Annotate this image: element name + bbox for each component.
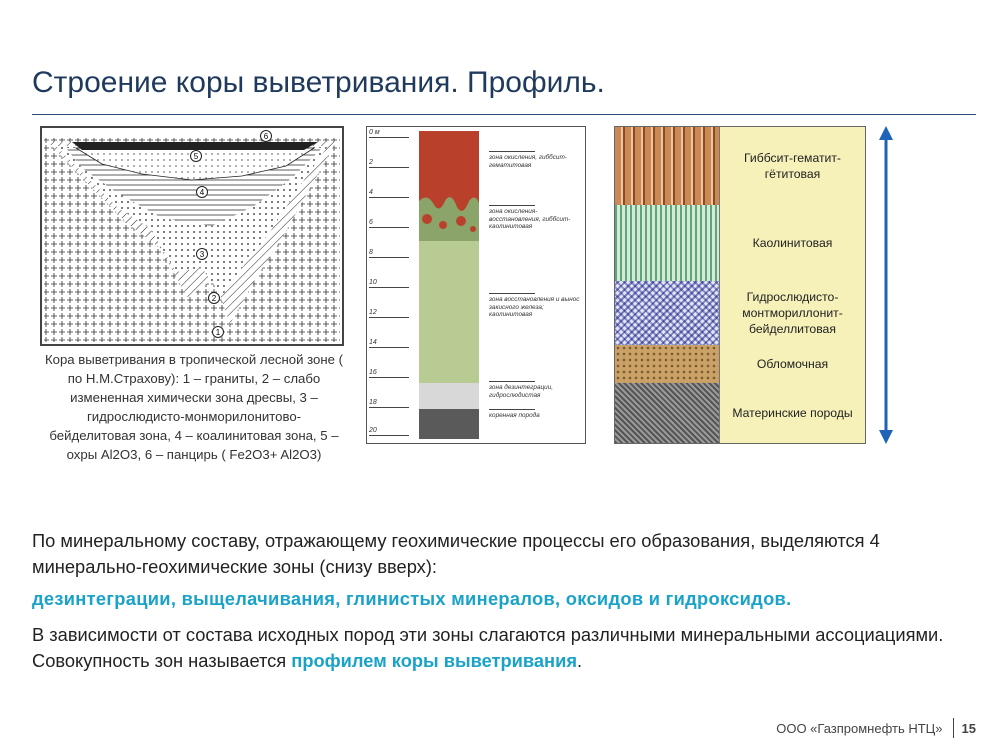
intro-paragraph: По минеральному составу, отражающему геохимические процессы его образования, выделяются 4 минерально-геохимические зоны (снизу вверх): bbox=[32, 530, 880, 577]
footer bbox=[776, 718, 976, 738]
marker-6 bbox=[261, 131, 272, 142]
depth-tick: 12 bbox=[369, 309, 397, 316]
zone-note-disintegration: зона дезинтеграции, гидрослюдистая bbox=[489, 381, 581, 399]
pattern-gibbsite bbox=[615, 127, 720, 205]
zone-label: Гидрослюдисто-монтмориллонит-бейделлитовая bbox=[720, 281, 865, 345]
depth-tick: 16 bbox=[369, 369, 397, 376]
footer-divider bbox=[953, 718, 954, 738]
svg-text:2: 2 bbox=[211, 294, 217, 303]
svg-text:5: 5 bbox=[193, 152, 199, 161]
zone-kaolinite bbox=[615, 205, 865, 282]
strata-disintegration bbox=[419, 383, 479, 409]
weathering-crust-section-figure bbox=[40, 126, 344, 346]
zone-note-oxidation: зона окисления, гиббсит-гематитовая bbox=[489, 151, 581, 169]
depth-tick: 10 bbox=[369, 279, 397, 286]
page-number: 15 bbox=[961, 720, 976, 736]
figure-caption: Кора выветривания в тропической лесной зоне ( по Н.М.Страхову): 1 – граниты, 2 – слабо измененная химически зона дресвы, 3 – гидрослюдисто-монморилонитово-бейделитовая зона, 4 – коалинитовая зона, 5 – охры Al2O3, 6 – панцирь ( Fe2O3+ Al2O3) bbox=[44, 352, 344, 462]
depth-tick: 6 bbox=[369, 219, 397, 226]
marker-1 bbox=[213, 327, 224, 338]
svg-text:1: 1 bbox=[215, 328, 221, 337]
strata-reduction bbox=[419, 241, 479, 383]
double-arrow-icon bbox=[876, 126, 896, 444]
marker-4 bbox=[197, 187, 208, 198]
marker-5 bbox=[191, 151, 202, 162]
zone-label: Обломочная bbox=[720, 345, 865, 383]
pattern-hydromica bbox=[615, 281, 720, 345]
svg-text:3: 3 bbox=[199, 250, 205, 259]
zone-note-transition: зона окисления-восстановления, гиббсит-каолинитовая bbox=[489, 205, 581, 231]
depth-tick: 8 bbox=[369, 249, 397, 256]
company-name: ООО «Газпромнефть НТЦ» bbox=[776, 720, 943, 736]
zone-label: Материнские породы bbox=[720, 383, 865, 443]
depth-tick: 18 bbox=[369, 399, 397, 406]
zone-gibbsite bbox=[615, 127, 865, 206]
depth-scale bbox=[367, 127, 413, 443]
profile-term: профилем коры выветривания bbox=[291, 650, 577, 671]
depth-tick: 0 м bbox=[369, 129, 397, 136]
depth-tick: 2 bbox=[369, 159, 397, 166]
svg-text:6: 6 bbox=[263, 132, 269, 141]
profile-end: . bbox=[577, 650, 583, 671]
page-title: Строение коры выветривания. Профиль. bbox=[32, 66, 605, 99]
title-divider bbox=[32, 114, 976, 115]
depth-profile-figure bbox=[366, 126, 586, 444]
pattern-parent-rock bbox=[615, 383, 720, 443]
zone-label: Гиббсит-гематит-гётитовая bbox=[720, 127, 865, 205]
marker-3 bbox=[197, 249, 208, 260]
depth-tick: 4 bbox=[369, 189, 397, 196]
strata-bedrock bbox=[419, 409, 479, 439]
zone-clastic bbox=[615, 345, 865, 384]
zone-profile-figure bbox=[614, 126, 866, 444]
svg-text:4: 4 bbox=[199, 188, 205, 197]
marker-2 bbox=[209, 293, 220, 304]
depth-tick: 20 bbox=[369, 427, 397, 434]
zone-parent-rock bbox=[615, 383, 865, 443]
pattern-clastic bbox=[615, 345, 720, 383]
strata-column bbox=[419, 131, 479, 439]
section-drawing bbox=[42, 128, 342, 344]
pattern-kaolinite bbox=[615, 205, 720, 281]
zone-note-bedrock: коренная порода bbox=[489, 409, 581, 420]
zone-note-reduction: зона восстановления и вынос закисного железа; каолинитовая bbox=[489, 293, 581, 319]
zones-highlight: дезинтеграции, выщелачивания, глинистых минералов, оксидов и гидроксидов. bbox=[32, 588, 792, 609]
profile-text: В зависимости от состава исходных пород эти зоны слагаются различными минеральными ассоциациями. Совокупность зон называется bbox=[32, 624, 944, 671]
depth-tick: 14 bbox=[369, 339, 397, 346]
zone-label: Каолинитовая bbox=[720, 205, 865, 281]
profile-paragraph bbox=[32, 622, 972, 674]
zone-hydromica bbox=[615, 281, 865, 346]
